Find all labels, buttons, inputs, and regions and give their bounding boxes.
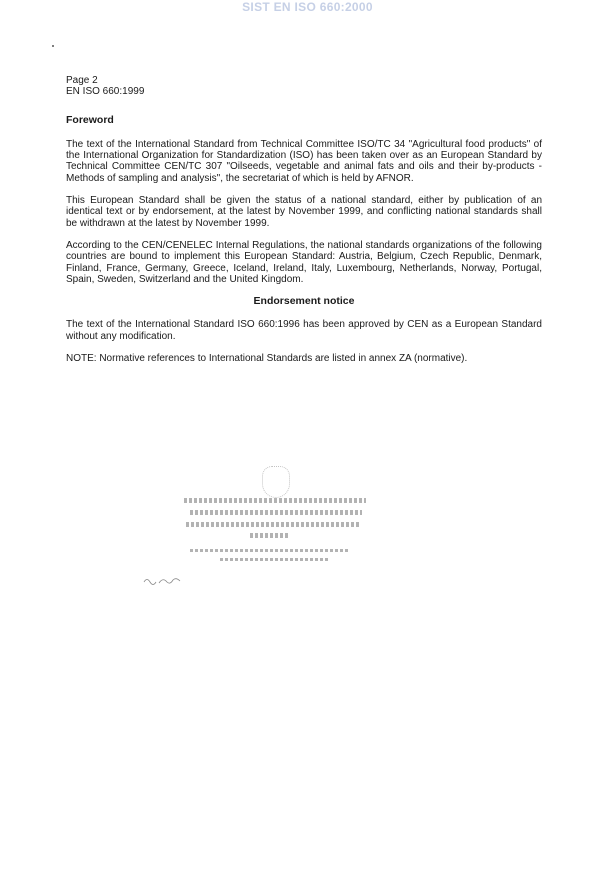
foreword-heading: Foreword [66,113,114,126]
scan-speck [52,45,54,47]
endorsement-paragraph: The text of the International Standard ISO 660:1996 has been approved by CEN as a European Standard without any modification. [66,319,542,342]
page-number: Page 2 [66,75,98,86]
coat-of-arms-emblem [262,466,290,498]
foreword-paragraph-2: This European Standard shall be given the status of a national standard, either by publication of an identical text or by endorsement, at the latest by November 1999, and conflicting national standards shall be withdrawn at the latest by November 1999. [66,195,542,229]
document-page [66,75,542,375]
handwritten-scribble [143,576,183,586]
faded-official-stamp [180,462,370,562]
document-reference: EN ISO 660:1999 [66,86,145,98]
normative-note: NOTE: Normative references to International Standards are listed in annex ZA (normative). [66,353,468,365]
foreword-paragraph-3: According to the CEN/CENELEC Internal Regulations, the national standards organizations of the following countries are bound to implement this European Standard: Austria, Belgium, Czech Republic, Denmark, Finland, France, Germany, Greece, Iceland, Ireland, Italy, Luxembourg, Netherlands, Norway, Portugal, Spain, Sweden, Switzerland and the United Kingdom. [66,239,542,285]
foreword-paragraph-1: The text of the International Standard from Technical Committee ISO/TC 34 "Agricultural food products" of the International Organization for Standardization (ISO) has been taken over as an European Standard by Technical Committee CEN/TC 307 "Oilseeds, vegetable and animal fats and oils and their by-products - Methods of sampling and analysis", the secretariat of which is held by AFNOR. [66,138,542,184]
watermark-text: SIST EN ISO 660:2000 [242,0,373,14]
endorsement-heading: Endorsement notice [253,295,355,308]
